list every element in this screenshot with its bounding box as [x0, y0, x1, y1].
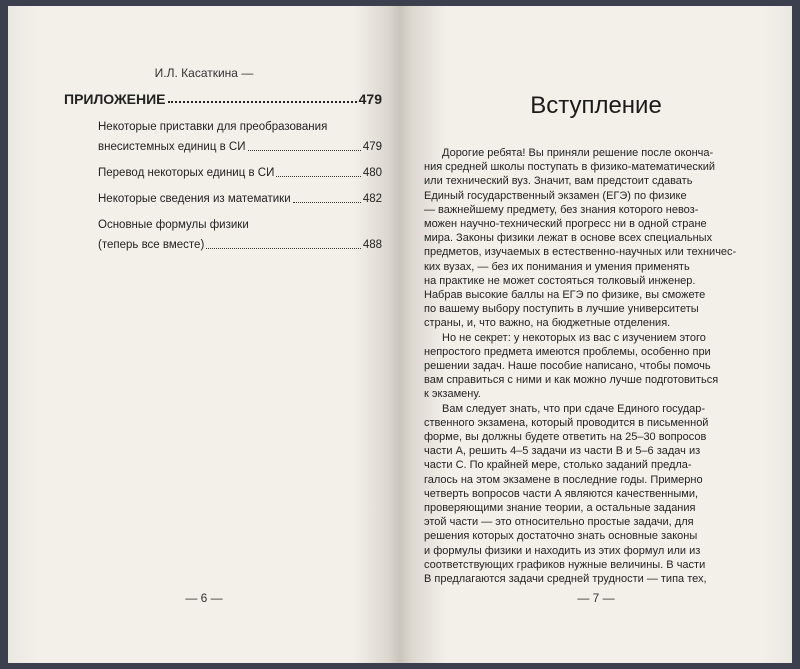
body-line: Вам следует знать, что при сдаче Единого государ- [442, 402, 706, 415]
toc-entry-conversion [64, 166, 382, 180]
body-line: непростого предмета имеются проблемы, особенно при [424, 345, 711, 358]
body-text [424, 146, 756, 586]
running-head: И.Л. Касаткина — [154, 66, 254, 80]
body-line: Дорогие ребята! Вы приняли решение после оконча- [442, 147, 714, 159]
toc-entry-formulas-line1 [64, 218, 382, 232]
body-line: галось на этом экзамене в последние годы. Примерно [424, 473, 703, 486]
body-line: — важнейшему предмету, без знания которого невоз- [424, 203, 699, 216]
toc-main-title: ПРИЛОЖЕНИЕ [64, 91, 166, 107]
body-line: части А, решить 4–5 задачи из части В и 5–6 задач из [424, 445, 701, 458]
body-line: В предлагаются задачи средней трудности — типа тех, [424, 573, 707, 586]
body-line: Единый государственный экзамен (ЕГЭ) по физике [424, 189, 687, 202]
page-number-right: — 7 — [577, 591, 615, 605]
body-line: соответствующих графиков нужные величины. В части [424, 558, 706, 571]
toc-entry-math [64, 192, 382, 206]
body-line: форме, вы должны будете ответить на 25–30 вопросов [424, 431, 707, 444]
book-spread [8, 6, 792, 663]
body-line: или технический вуз. Значит, вам предстоит сдавать [424, 175, 693, 188]
toc-entry-prefixes-line2 [64, 140, 382, 154]
body-line: четверть вопросов части А являются качественными, [424, 487, 699, 500]
toc-entry-text: (теперь все вместе) [98, 239, 205, 251]
body-line: можен научно-технический прогресс ни в одной стране [424, 218, 707, 231]
body-line: решения которых достаточно знать основные законы [424, 530, 698, 543]
toc-entry-formulas-line2 [64, 238, 382, 252]
body-line: по вашему выбору поступить в лучшие университеты [424, 303, 699, 316]
toc-entry-prefixes-line1 [64, 120, 382, 134]
body-line: ственного экзамена, который проводится в письменной [424, 416, 709, 429]
toc-leader-dots [168, 101, 357, 103]
toc-leader-dots [276, 176, 360, 177]
toc-entry-page: 482 [362, 193, 382, 205]
toc-entry-text: Основные формулы физики [98, 219, 249, 231]
toc-main-entry [64, 92, 382, 106]
table-of-contents [64, 88, 382, 264]
body-line: проверяющими знание теории, а остальные задания [424, 502, 696, 515]
body-line: предметов, изучаемых в естественно-научных или техничес- [424, 246, 737, 259]
body-line: к экзамену. [424, 388, 481, 401]
body-line: вам справиться с ними и как можно лучше подготовиться [424, 374, 719, 387]
body-line: мира. Законы физики лежат в основе всех специальных [424, 232, 713, 245]
toc-entry-text: Перевод некоторых единиц в СИ [98, 167, 275, 179]
body-line: этой части — это относительно простые задачи, для [424, 516, 694, 529]
right-page [400, 6, 792, 663]
body-line: части С. По крайней мере, столько заданий предла- [424, 459, 692, 472]
page-number-left: — 6 — [185, 591, 223, 605]
left-page [8, 6, 400, 663]
toc-main-page: 479 [358, 91, 382, 107]
body-line: на практике не может состояться толковый инженер. [424, 274, 696, 287]
toc-leader-dots [206, 248, 361, 249]
toc-entry-text: внесистемных единиц в СИ [98, 141, 246, 153]
toc-entry-page: 480 [362, 167, 382, 179]
body-line: страны, и, что важно, на бюджетные отделения. [424, 317, 671, 330]
body-line: ния средней школы поступать в физико-математический [424, 161, 715, 174]
toc-leader-dots [293, 202, 361, 203]
body-line: и формулы физики и находить из этих формул или из [424, 544, 701, 557]
chapter-title: Вступление [530, 92, 662, 119]
body-line: Но не секрет: у некоторых из вас с изучением этого [442, 331, 706, 344]
body-line: решении задач. Наше пособие написано, чтобы помочь [424, 360, 711, 373]
toc-entry-page: 488 [362, 239, 382, 251]
body-line: ких вузах, — без их понимания и умения применять [424, 260, 690, 273]
body-line: Набрав высокие баллы на ЕГЭ по физике, вы сможете [424, 289, 706, 302]
toc-entry-text: Некоторые сведения из математики [98, 193, 291, 205]
toc-entry-page: 479 [362, 141, 382, 153]
toc-entry-text: Некоторые приставки для преобразования [98, 121, 328, 133]
toc-leader-dots [248, 150, 361, 151]
